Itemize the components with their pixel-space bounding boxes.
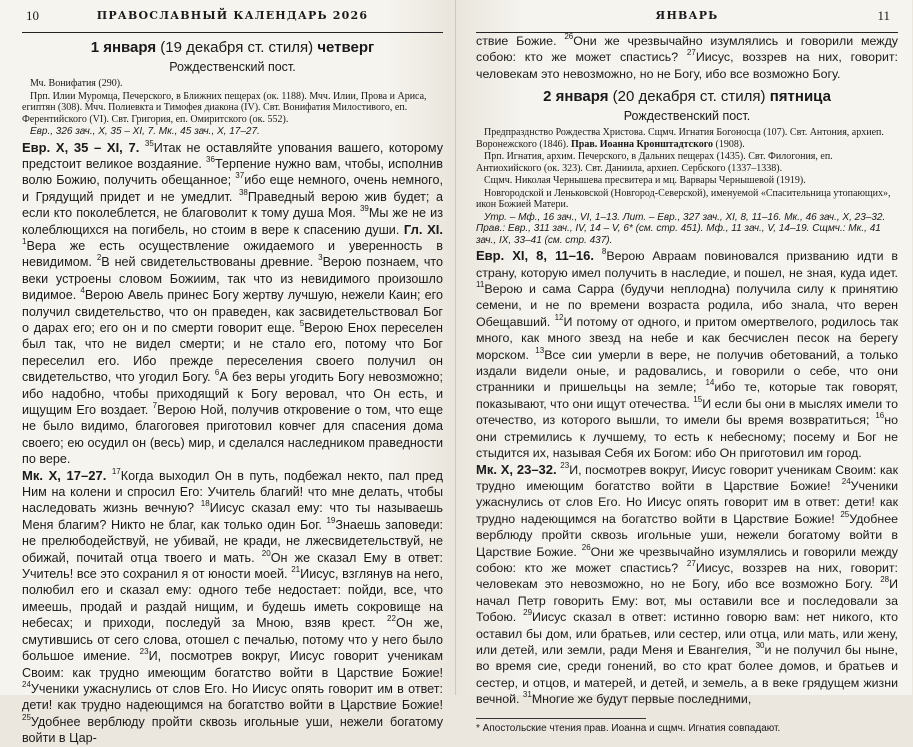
day-weekday: пятница [769,88,831,106]
verse-number: 8 [601,247,607,257]
verse-number: 11 [476,280,485,290]
verse-text: Удобнее верблюду пройти сквозь игольные уши, нежели богатому войти в Царствие Божие. [476,511,898,559]
verse-text: Верою Авраам повиновался призванию идти в страну, которую имел получить в наследие, и пошел, не зная, куда идет. [476,249,898,280]
saints-line: Мч. Вонифатия (290). [30,78,123,89]
verse-text: Иисус, воззрев на них, говорит: человекам это невозможно, но не Богу, ибо все возможно Богу. [476,560,899,592]
verse-text: Удобнее верблюду пройти сквозь игольные уши, нежели богатому войти в Цар- [22,714,443,746]
verse-number: 22 [387,614,396,624]
verse-number: 6 [214,368,220,378]
verse-text: ствие Божие. [476,34,565,48]
verse-text: И, посмотрев вокруг, Иисус говорит ученикам Своим: как трудно имеющим богатство войти в Царствие Божие! [22,649,443,680]
verse-text: Иисус сказал ему: что ты называешь Меня благим? Никто не благ, как только один Бог. [22,501,443,532]
verse-number: 38 [238,187,248,197]
verse-text: и не получил бы ныне, во время сие, среди гонений, во сто крат более домов, и братьев и сестер, и отцов, и матерей, и детей, и земель, а в веке грядущем жизни вечной. [476,642,898,707]
footnote: * Апостольские чтения прав. Иоанна и сщмч. Игнатия совпадают. [476,722,781,734]
verse-number: 23 [560,460,570,470]
scripture-reading [22,140,443,468]
verse-number: 16 [875,411,885,421]
verse-text: Он же сказал Ему в ответ: Учитель! все это сохранил я от юности моей. [22,550,443,582]
saints-highlight: Прав. Иоанна Кронштадтского [571,138,714,150]
saints-text: (1908). [713,138,745,150]
running-title: ПРАВОСЛАВНЫЙ КАЛЕНДАРЬ 2026 [96,9,369,22]
verse-number: 13 [535,345,545,355]
verse-number: 30 [755,640,765,650]
verse-number: 31 [522,690,532,700]
verse-number: 18 [200,499,210,509]
saints-line: Прп. Илии Муромца, Печерского, в Ближних пещерах (ок. 1188). Мчч. Илии, Прова и Ариса, египтян (308). Мчч. Полиевкта и Тимофея диакона (IV). Свт. Вонифатия Милостивого, еп. Ферентийского (VI). Свт. Григория, еп. Омиритского (ок. 552). [22,90,427,125]
verse-number: 15 [693,394,703,404]
verse-text: Знаешь заповеди: не прелюбодействуй, не убивай, не кради, не лжесвидетельствуй, не обижай, почитай отца твоего и мать. [22,517,443,565]
running-title: ЯНВАРЬ [655,9,719,22]
verse-number: 25 [22,712,31,722]
page-number: 10 [26,8,39,23]
gospel-reading [476,462,898,708]
gospel-reading [22,468,443,747]
page-number: 11 [877,8,890,23]
verse-text: Верою Енох переселен был так, что не видел смерти; и не стало его, потому что Бог переселил его. Ибо прежде переселения своего получил он свидетельство, что угодил Богу. [22,320,443,385]
verse-text: И если бы они в мыслях имели то отечество, из которого вышли, то имели бы время возвратиться; [476,396,899,428]
verse-text: Все сии умерли в вере, не получив обетований, а только издали видели оные, и радовались, и говорили о себе, что они странники и пришельцы на земле; [476,347,898,395]
verse-text: Они же чрезвычайно изумлялись и говорили между собою: кто же может спастись? [476,544,898,575]
day-date: 2 января [543,88,609,106]
verse-number: 27 [686,558,696,568]
running-head [22,6,443,33]
verse-text: Ученики ужаснулись от слов Его. Но Иисус опять говорит им в ответ: дети! как трудно надеющимся на богатство войти в Царствие Божие! [22,681,443,713]
verse-text: Верою и сама Сарра (будучи неплодна) получила силу к принятию семени, и не по времени возраста родила, ибо знала, что верен Обещавший. [476,282,898,329]
day-date: 1 января [90,39,157,56]
verse-text: Верою Ной, получив откровение о том, что еще не было видимо, благоговея приготовил ковчег для спасения дома своего; ею осудил он (весь) мир, и сделался наследником праведности по вере. [22,403,443,467]
day-old-style: (20 декабря ст. стиля) [608,88,770,106]
verse-number: 27 [686,48,696,58]
verse-text: Верою Авель принес Богу жертву лучшую, нежели Каин; его получил свидетельство, что он праведен, как засвидетельствовал Бог о дарах его; его он и по смерти говорит еще. [22,288,443,335]
gospel-continuation [476,33,898,82]
verse-number: 35 [144,138,154,148]
verse-number: 28 [880,575,890,585]
reading-reference: Мк. X, 23–32. [476,461,557,477]
verse-text: Итак не оставляйте упования вашего, которому предстоит великое воздаяние. [22,140,444,171]
saints-line: Новгородской и Леньковской (Новгород-Северской), именуемой «Спасительница утопающих», икон Божией Матери. [476,187,891,211]
saints-line [476,127,898,150]
day-heading [22,39,443,57]
verse-number: 29 [523,608,533,618]
saints-text: Предпразднство Рождества Христова. Сщмч. Игнатия Богоносца (107). Свт. Антония, архиеп. Воронежского (1846). [476,127,884,150]
reading-reference: Евр. XI, 8, 11–16. [476,248,595,264]
verse-number: 1 [22,236,27,246]
day-old-style: (19 декабря ст. стиля) [156,39,318,56]
saints-list [22,78,443,125]
verse-text: Иисус, воззрев на них, говорит: человекам это невозможно, но не Богу, ибо все возможно Богу. [476,50,899,81]
saints-line: Сщмч. Николая Чернышева пресвитера и мц. Варвары Чернышевой (1919). [484,175,806,187]
fast-note: Рождественский пост. [623,109,751,124]
verse-number: 24 [841,476,851,486]
verse-number: 26 [581,542,591,552]
verse-text: Праведный верою жив будет; а если кто поколеблется, не благоволит к тому душа Моя. [22,189,443,221]
verse-number: 23 [139,647,149,657]
verse-number: 19 [326,515,336,525]
verse-number: 25 [840,509,850,519]
verse-text: ибо еще немного, очень немного, и Грядущий придет и не умедлит. [22,173,443,204]
verse-text: Он же, смутившись от сего слова, отошел с печалью, потому что у него было большое имение. [22,616,443,664]
verse-number: 3 [318,253,323,263]
verse-number: 7 [152,401,158,410]
verse-text: Верою познаем, что веки устроены словом Божиим, так что из невидимого произошло видимое. [22,255,444,303]
verse-number: 21 [291,565,301,575]
verse-text: ибо те, которые так говорят, показывают, что они ищут отечества. [476,380,898,411]
verse-number: 17 [111,466,121,476]
fast-note: Рождественский пост. [169,60,296,74]
verse-text: И, посмотрев вокруг, Иисус говорит ученикам Своим: как трудно имеющим богатство войти в Царствие Божие! [476,462,898,493]
verse-text: Когда выходил Он в путь, подбежал некто, пал пред Ним на колени и спросил Его: Учитель благий! что мне делать, чтобы наследовать жизнь вечную? [22,468,444,516]
verse-text: В ней свидетельствованы древние. [101,255,319,270]
verse-text: Многие же будут первые последними, [531,692,752,707]
verse-number: 14 [705,378,715,388]
verse-text: И начал Петр говорить Ему: вот, мы оставили все и последовали за Тобою. [476,577,898,625]
verse-text: Терпение нужно вам, чтобы, исполнив волю Божию, получить обещанное; [22,156,443,188]
verse-text: А без веры угодить Богу невозможно; ибо надобно, чтобы приходящий к Богу веровал, что Он есть, и ищущим Его воздает. [22,370,443,417]
verse-text: Вера же есть осуществление ожидаемого и уверенность в невидимом. [22,238,443,270]
readings-line: Утр. – Мф., 16 зач., VI, 1–13. Лит. – Евр., 327 зач., XI, 8, 11–16. Мк., 46 зач., X, 23–32. Прав.: Евр., 311 зач., IV, 14 – V, 6* (см. стр. 451). Мф., 11 зач., V, 14–19. Сщмч.: Мк., 41 зач., IX, 33–41 (см. стр. 437). [476,211,886,246]
saints-line: Прп. Игнатия, архим. Печерского, в Дальних пещерах (1435). Свт. Филогония, еп. Антиохийского (ок. 323). Свт. Даниила, архиеп. Сербского (1337–1338). [476,151,833,174]
verse-number: 37 [235,171,245,181]
saints-list [476,127,898,211]
left-page [0,0,456,746]
verse-text: Они же чрезвычайно изумлялись и говорили между собою: кто же может спастись? [476,34,899,65]
verse-number: 20 [261,548,271,558]
verse-number: 39 [359,204,369,214]
verse-number: 24 [22,679,31,689]
footnote-divider [476,718,646,719]
verse-text: Ученики ужаснулись от слов Его. Но Иисус опять говорит им в ответ: дети! как трудно надеющимся на богатство войти в Царствие Божие! [476,478,898,526]
readings-line: Евр., 326 зач., X, 35 – XI, 7. Мк., 45 зач., X, 17–27. [30,126,260,137]
reading-reference: Евр. X, 35 – XI, 7. [22,139,140,155]
verse-text: И потому от одного, и притом омертвелого, родилось так много, как много звезд на небе и как бесчислен песок на берегу морском. [476,314,898,362]
day-heading [476,88,898,106]
running-head [476,6,898,33]
verse-number: 36 [206,154,215,164]
day-weekday: четверг [317,39,375,56]
verse-text: Иисус, взглянув на него, полюбил его и сказал ему: одного тебе недостает: пойди, все, что имеешь, продай и раздай нищим, и будешь иметь сокровище на небесах; и приходи, последуй за Мною, взяв крест. [22,567,443,631]
verse-text: но они стремились к лучшему, то есть к небесному; посему и Бог не стыдится их, называя Себя их Богом: ибо Он приготовил им город. [476,413,898,461]
verse-number: 26 [564,32,574,41]
verse-number: 12 [554,312,564,322]
reading-reference: Мк. X, 17–27. [22,467,107,483]
verse-text: Мы же не из колеблющихся на погибель, но стоим в вере к спасению души. [22,206,443,237]
verse-number: 5 [299,318,305,328]
verse-number: 2 [96,253,102,263]
right-page [456,0,912,734]
verse-text: Иисус сказал в ответ: истинно говорю вам: нет никого, кто оставил бы дом, или братьев, или сестер, или отца, или мать, или жену, или детей, или земли, ради Меня и Евангелия, [476,610,898,657]
reading-reference: Гл. XI. [403,221,443,237]
verse-number: 4 [80,286,85,296]
scripture-reading [476,248,898,461]
